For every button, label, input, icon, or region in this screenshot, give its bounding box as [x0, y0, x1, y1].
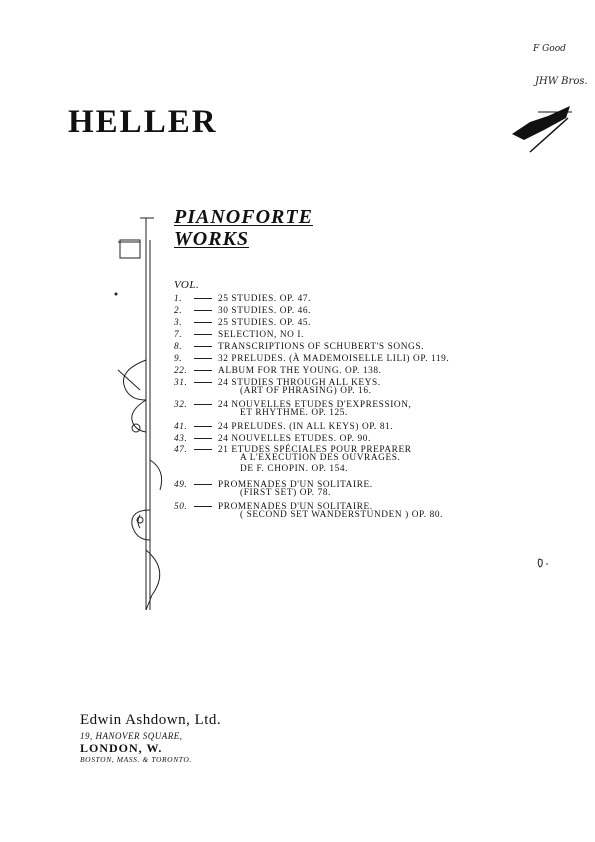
volume-number: 47.	[174, 445, 188, 455]
ornamental-flourish-icon	[110, 210, 180, 620]
handwritten-note-top: F Good	[533, 44, 566, 54]
work-title: PROMENADES D'UN SOLITAIRE.	[218, 502, 373, 512]
dash-leader	[194, 364, 212, 371]
dash-leader	[194, 328, 212, 335]
volume-number: 9.	[174, 354, 183, 364]
volume-number: 41.	[174, 422, 188, 432]
handwritten-note-second: JHW Bros.	[535, 76, 588, 87]
volume-number: 49.	[174, 480, 188, 490]
dash-leader	[194, 292, 212, 299]
work-title: 21 ETUDES SPÉCIALES POUR PREPARER	[218, 445, 412, 455]
title-line-1: PIANOFORTE	[174, 206, 313, 228]
volume-number: 31.	[174, 378, 188, 388]
work-title-continuation: (ART OF PHRASING) OP. 16.	[240, 386, 372, 396]
dash-leader	[194, 443, 212, 450]
scribble-mark-icon	[508, 100, 578, 155]
publisher-branches: BOSTON, MASS. & TORONTO.	[80, 755, 192, 764]
work-title: 24 NOUVELLES ETUDES. OP. 90.	[218, 434, 371, 444]
work-title-continuation: ET RHYTHME. OP. 125.	[240, 408, 348, 418]
dash-leader	[194, 340, 212, 347]
volume-number: 8.	[174, 342, 183, 352]
work-title: ALBUM FOR THE YOUNG. OP. 138.	[218, 366, 382, 376]
work-title: 24 STUDIES THROUGH ALL KEYS.	[218, 378, 381, 388]
dash-leader	[194, 478, 212, 485]
dash-leader	[194, 420, 212, 427]
dash-leader	[194, 432, 212, 439]
dash-leader	[194, 398, 212, 405]
dash-leader	[194, 352, 212, 359]
publisher-city: LONDON, W.	[80, 741, 163, 755]
work-title: 24 PRELUDES. (IN ALL KEYS) OP. 81.	[218, 422, 394, 432]
work-title-continuation: A L'EXECUTION DES OUVRAGES.	[240, 453, 401, 463]
work-title: PROMENADES D'UN SOLITAIRE.	[218, 480, 373, 490]
volume-number: 1.	[174, 294, 183, 304]
volume-number: 2.	[174, 306, 183, 316]
volume-label: VOL.	[174, 279, 200, 291]
dash-leader	[194, 304, 212, 311]
dash-leader	[194, 376, 212, 383]
volume-number: 3.	[174, 318, 183, 328]
volume-number: 22.	[174, 366, 188, 376]
dash-leader	[194, 316, 212, 323]
work-title: SELECTION, NO I.	[218, 330, 305, 340]
publisher-address: 19, HANOVER SQUARE,	[80, 731, 183, 741]
volume-number: 7.	[174, 330, 183, 340]
publisher-name: Edwin Ashdown, Ltd.	[80, 712, 222, 728]
work-title-continuation: (FIRST SET) OP. 78.	[240, 488, 332, 498]
work-title: TRANSCRIPTIONS OF SCHUBERT'S SONGS.	[218, 342, 425, 352]
composer-name: HELLER	[68, 104, 218, 140]
volume-number: 50.	[174, 502, 188, 512]
work-title: 25 STUDIES. OP. 45.	[218, 318, 312, 328]
work-title: 24 NOUVELLES ETUDES D'EXPRESSION,	[218, 400, 412, 410]
title-line-2: WORKS	[174, 228, 250, 250]
volume-number: 43.	[174, 434, 188, 444]
work-title-continuation: ( SECOND SET WANDERSTUNDEN ) OP. 80.	[240, 510, 444, 520]
volume-number: 32.	[174, 400, 188, 410]
work-title: 25 STUDIES. OP. 47.	[218, 294, 312, 304]
work-title-continuation: DE F. CHOPIN. OP. 154.	[240, 464, 349, 474]
dash-leader	[194, 500, 212, 507]
work-title: 32 PRELUDES. (À MADEMOISELLE LILI) OP. 119.	[218, 354, 450, 364]
ink-mark-icon	[536, 556, 552, 570]
work-title: 30 STUDIES. OP. 46.	[218, 306, 312, 316]
